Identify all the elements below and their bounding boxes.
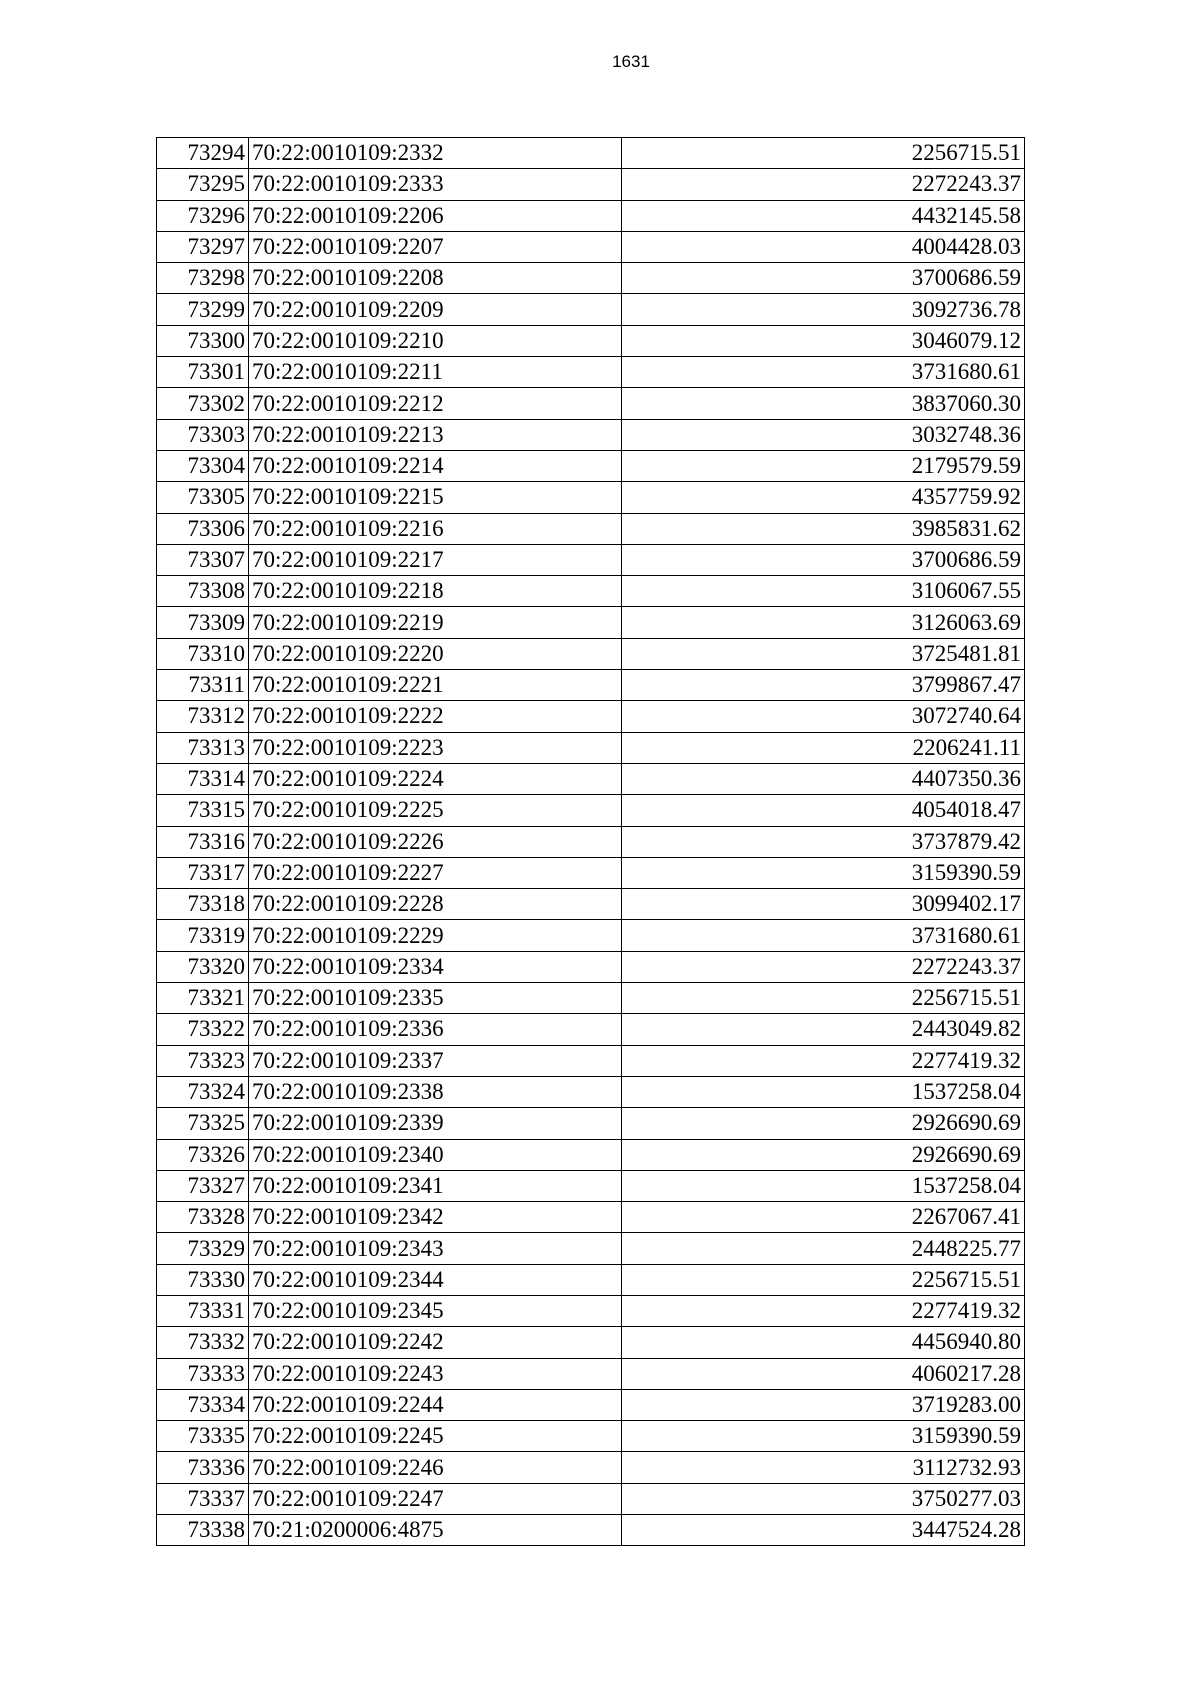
cadastral-value-cell: 3112732.93 (622, 1452, 1025, 1483)
table-row (157, 795, 1025, 826)
cadastral-number-cell: 70:22:0010109:2218 (249, 576, 622, 607)
table-row (157, 670, 1025, 701)
table-row (157, 419, 1025, 450)
table-row (157, 263, 1025, 294)
table-row (157, 701, 1025, 732)
cadastral-value-cell: 3725481.81 (622, 638, 1025, 669)
table-row (157, 388, 1025, 419)
table-row (157, 1170, 1025, 1201)
table-row (157, 1358, 1025, 1389)
cadastral-value-cell: 2267067.41 (622, 1202, 1025, 1233)
cadastral-number-cell: 70:22:0010109:2226 (249, 826, 622, 857)
cadastral-value-cell: 4060217.28 (622, 1358, 1025, 1389)
cadastral-number-cell: 70:22:0010109:2228 (249, 889, 622, 920)
row-number-cell: 73307 (157, 544, 249, 575)
row-number-cell: 73326 (157, 1139, 249, 1170)
cadastral-number-cell: 70:22:0010109:2211 (249, 357, 622, 388)
table-row (157, 857, 1025, 888)
cadastral-number-cell: 70:22:0010109:2337 (249, 1045, 622, 1076)
table-row (157, 889, 1025, 920)
cadastral-value-cell: 2926690.69 (622, 1139, 1025, 1170)
table-row (157, 1264, 1025, 1295)
row-number-cell: 73316 (157, 826, 249, 857)
row-number-cell: 73329 (157, 1233, 249, 1264)
cadastral-number-cell: 70:22:0010109:2207 (249, 231, 622, 262)
table-row (157, 1389, 1025, 1420)
cadastral-number-cell: 70:22:0010109:2246 (249, 1452, 622, 1483)
cadastral-value-cell: 2443049.82 (622, 1014, 1025, 1045)
cadastral-value-cell: 2926690.69 (622, 1108, 1025, 1139)
table-row (157, 1108, 1025, 1139)
table-row (157, 294, 1025, 325)
cadastral-number-cell: 70:22:0010109:2247 (249, 1483, 622, 1514)
row-number-cell: 73317 (157, 857, 249, 888)
cadastral-value-cell: 2256715.51 (622, 138, 1025, 169)
table-row (157, 1233, 1025, 1264)
row-number-cell: 73300 (157, 325, 249, 356)
table-row (157, 1202, 1025, 1233)
row-number-cell: 73327 (157, 1170, 249, 1201)
cadastral-value-cell: 3092736.78 (622, 294, 1025, 325)
row-number-cell: 73311 (157, 670, 249, 701)
cadastral-number-cell: 70:22:0010109:2208 (249, 263, 622, 294)
cadastral-number-cell: 70:22:0010109:2333 (249, 169, 622, 200)
cadastral-value-cell: 3799867.47 (622, 670, 1025, 701)
table-row (157, 357, 1025, 388)
cadastral-number-cell: 70:22:0010109:2339 (249, 1108, 622, 1139)
cadastral-value-cell: 3731680.61 (622, 920, 1025, 951)
table-row (157, 1045, 1025, 1076)
cadastral-value-cell: 3159390.59 (622, 1421, 1025, 1452)
table-row (157, 1076, 1025, 1107)
table-row (157, 1452, 1025, 1483)
cadastral-value-cell: 2272243.37 (622, 169, 1025, 200)
cadastral-number-cell: 70:22:0010109:2227 (249, 857, 622, 888)
row-number-cell: 73296 (157, 200, 249, 231)
table-row (157, 1139, 1025, 1170)
cadastral-value-cell: 4004428.03 (622, 231, 1025, 262)
cadastral-value-cell: 3700686.59 (622, 263, 1025, 294)
row-number-cell: 73315 (157, 795, 249, 826)
table-row (157, 920, 1025, 951)
cadastral-number-cell: 70:22:0010109:2335 (249, 983, 622, 1014)
cadastral-value-cell: 3159390.59 (622, 857, 1025, 888)
cadastral-number-cell: 70:22:0010109:2245 (249, 1421, 622, 1452)
cadastral-number-cell: 70:22:0010109:2212 (249, 388, 622, 419)
row-number-cell: 73321 (157, 983, 249, 1014)
table-row (157, 826, 1025, 857)
cadastral-value-cell: 3737879.42 (622, 826, 1025, 857)
table-row (157, 544, 1025, 575)
row-number-cell: 73314 (157, 763, 249, 794)
table-row (157, 450, 1025, 481)
row-number-cell: 73297 (157, 231, 249, 262)
table-row (157, 638, 1025, 669)
table-row (157, 763, 1025, 794)
row-number-cell: 73294 (157, 138, 249, 169)
cadastral-number-cell: 70:22:0010109:2221 (249, 670, 622, 701)
cadastral-number-cell: 70:22:0010109:2342 (249, 1202, 622, 1233)
cadastral-value-cell: 3985831.62 (622, 513, 1025, 544)
table-row (157, 482, 1025, 513)
table-row (157, 325, 1025, 356)
cadastral-value-cell: 2277419.32 (622, 1295, 1025, 1326)
cadastral-number-cell: 70:22:0010109:2229 (249, 920, 622, 951)
cadastral-value-cell: 3072740.64 (622, 701, 1025, 732)
cadastral-value-cell: 4054018.47 (622, 795, 1025, 826)
table-row (157, 607, 1025, 638)
cadastral-value-cell: 3106067.55 (622, 576, 1025, 607)
row-number-cell: 73332 (157, 1327, 249, 1358)
cadastral-number-cell: 70:22:0010109:2220 (249, 638, 622, 669)
cadastral-number-cell: 70:22:0010109:2206 (249, 200, 622, 231)
row-number-cell: 73337 (157, 1483, 249, 1514)
cadastral-number-cell: 70:22:0010109:2210 (249, 325, 622, 356)
table-row (157, 1421, 1025, 1452)
cadastral-value-cell: 3447524.28 (622, 1515, 1025, 1546)
page-number: 1631 (612, 52, 650, 71)
cadastral-value-cell: 1537258.04 (622, 1076, 1025, 1107)
row-number-cell: 73313 (157, 732, 249, 763)
table-body (157, 138, 1025, 1546)
row-number-cell: 73336 (157, 1452, 249, 1483)
cadastral-number-cell: 70:22:0010109:2345 (249, 1295, 622, 1326)
table-row (157, 1014, 1025, 1045)
cadastral-value-cell: 3099402.17 (622, 889, 1025, 920)
table-row (157, 513, 1025, 544)
cadastral-number-cell: 70:22:0010109:2214 (249, 450, 622, 481)
table-row (157, 1515, 1025, 1546)
cadastral-number-cell: 70:22:0010109:2343 (249, 1233, 622, 1264)
cadastral-number-cell: 70:22:0010109:2336 (249, 1014, 622, 1045)
table-row (157, 200, 1025, 231)
table-row (157, 169, 1025, 200)
table-row (157, 951, 1025, 982)
row-number-cell: 73324 (157, 1076, 249, 1107)
cadastral-value-cell: 2277419.32 (622, 1045, 1025, 1076)
table-row (157, 1295, 1025, 1326)
row-number-cell: 73303 (157, 419, 249, 450)
cadastral-value-cell: 3032748.36 (622, 419, 1025, 450)
cadastral-number-cell: 70:22:0010109:2242 (249, 1327, 622, 1358)
cadastral-value-cell: 3126063.69 (622, 607, 1025, 638)
cadastral-number-cell: 70:22:0010109:2338 (249, 1076, 622, 1107)
row-number-cell: 73308 (157, 576, 249, 607)
cadastral-number-cell: 70:22:0010109:2216 (249, 513, 622, 544)
row-number-cell: 73328 (157, 1202, 249, 1233)
row-number-cell: 73334 (157, 1389, 249, 1420)
cadastral-value-cell: 2272243.37 (622, 951, 1025, 982)
cadastral-number-cell: 70:22:0010109:2340 (249, 1139, 622, 1170)
cadastral-number-cell: 70:22:0010109:2243 (249, 1358, 622, 1389)
row-number-cell: 73304 (157, 450, 249, 481)
table-row (157, 732, 1025, 763)
cadastral-number-cell: 70:21:0200006:4875 (249, 1515, 622, 1546)
row-number-cell: 73305 (157, 482, 249, 513)
table-row (157, 1327, 1025, 1358)
row-number-cell: 73295 (157, 169, 249, 200)
cadastral-number-cell: 70:22:0010109:2223 (249, 732, 622, 763)
cadastral-number-cell: 70:22:0010109:2213 (249, 419, 622, 450)
table-row (157, 231, 1025, 262)
cadastral-value-cell: 4432145.58 (622, 200, 1025, 231)
cadastral-number-cell: 70:22:0010109:2224 (249, 763, 622, 794)
cadastral-number-cell: 70:22:0010109:2219 (249, 607, 622, 638)
cadastral-number-cell: 70:22:0010109:2344 (249, 1264, 622, 1295)
row-number-cell: 73330 (157, 1264, 249, 1295)
cadastral-value-cell: 2179579.59 (622, 450, 1025, 481)
cadastral-number-cell: 70:22:0010109:2244 (249, 1389, 622, 1420)
cadastral-value-cell: 3700686.59 (622, 544, 1025, 575)
row-number-cell: 73325 (157, 1108, 249, 1139)
cadastral-value-cell: 3750277.03 (622, 1483, 1025, 1514)
table-row (157, 138, 1025, 169)
row-number-cell: 73312 (157, 701, 249, 732)
row-number-cell: 73322 (157, 1014, 249, 1045)
row-number-cell: 73335 (157, 1421, 249, 1452)
cadastral-number-cell: 70:22:0010109:2332 (249, 138, 622, 169)
cadastral-value-cell: 3731680.61 (622, 357, 1025, 388)
table-row (157, 983, 1025, 1014)
cadastral-number-cell: 70:22:0010109:2215 (249, 482, 622, 513)
row-number-cell: 73338 (157, 1515, 249, 1546)
cadastral-number-cell: 70:22:0010109:2217 (249, 544, 622, 575)
cadastral-value-cell: 3837060.30 (622, 388, 1025, 419)
row-number-cell: 73298 (157, 263, 249, 294)
row-number-cell: 73323 (157, 1045, 249, 1076)
cadastral-value-cell: 3046079.12 (622, 325, 1025, 356)
row-number-cell: 73306 (157, 513, 249, 544)
cadastral-value-cell: 3719283.00 (622, 1389, 1025, 1420)
cadastral-value-cell: 2256715.51 (622, 983, 1025, 1014)
cadastral-value-cell: 1537258.04 (622, 1170, 1025, 1201)
cadastral-number-cell: 70:22:0010109:2341 (249, 1170, 622, 1201)
cadastral-value-cell: 4407350.36 (622, 763, 1025, 794)
cadastral-number-cell: 70:22:0010109:2222 (249, 701, 622, 732)
row-number-cell: 73310 (157, 638, 249, 669)
cadastral-value-cell: 2448225.77 (622, 1233, 1025, 1264)
row-number-cell: 73309 (157, 607, 249, 638)
row-number-cell: 73320 (157, 951, 249, 982)
cadastral-value-cell: 4357759.92 (622, 482, 1025, 513)
row-number-cell: 73331 (157, 1295, 249, 1326)
row-number-cell: 73302 (157, 388, 249, 419)
cadastral-number-cell: 70:22:0010109:2334 (249, 951, 622, 982)
table-row (157, 1483, 1025, 1514)
row-number-cell: 73301 (157, 357, 249, 388)
row-number-cell: 73318 (157, 889, 249, 920)
row-number-cell: 73319 (157, 920, 249, 951)
cadastral-number-cell: 70:22:0010109:2209 (249, 294, 622, 325)
cadastral-value-table (156, 137, 1025, 1546)
cadastral-number-cell: 70:22:0010109:2225 (249, 795, 622, 826)
table-row (157, 576, 1025, 607)
cadastral-value-cell: 4456940.80 (622, 1327, 1025, 1358)
row-number-cell: 73333 (157, 1358, 249, 1389)
cadastral-value-cell: 2206241.11 (622, 732, 1025, 763)
cadastral-value-cell: 2256715.51 (622, 1264, 1025, 1295)
row-number-cell: 73299 (157, 294, 249, 325)
